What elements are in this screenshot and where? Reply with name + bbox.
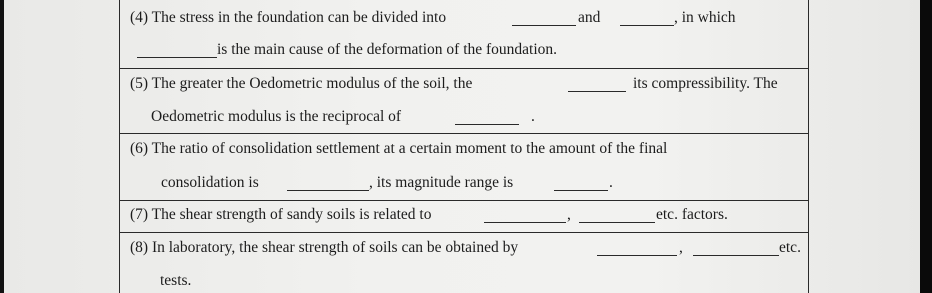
q7-comma: , [567, 206, 571, 223]
q7-blank-2[interactable] [579, 222, 655, 223]
q5-text-part2: its compressibility. The [633, 75, 778, 92]
q8-blank-2[interactable] [693, 255, 779, 256]
q4-in-which: , in which [674, 9, 736, 26]
row-divider-1 [119, 68, 809, 69]
q8-text-line2: tests. [160, 272, 192, 289]
q4-blank-2[interactable] [620, 25, 674, 26]
q4-and: and [578, 9, 601, 26]
q6-period: . [609, 174, 613, 191]
q8-text-part2: etc. [779, 239, 801, 256]
q6-blank-2[interactable] [554, 190, 608, 191]
q7-blank-1[interactable] [484, 222, 566, 223]
q5-text-part1: (5) The greater the Oedometric modulus of the soil, the [130, 75, 473, 92]
q5-text-line2: Oedometric modulus is the reciprocal of [151, 108, 402, 125]
q5-blank-1[interactable] [568, 91, 626, 92]
q4-blank-3[interactable] [137, 57, 217, 58]
q7-text-part1: (7) The shear strength of sandy soils is related to [130, 206, 432, 223]
q5-period: . [531, 108, 535, 125]
q4-text-line2: is the main cause of the deformation of the foundation. [217, 41, 558, 58]
q6-text-line1: (6) The ratio of consolidation settlement at a certain moment to the amount of the final [130, 140, 668, 157]
q5-blank-2[interactable] [455, 124, 519, 125]
right-edge [920, 0, 932, 293]
q8-blank-1[interactable] [597, 255, 677, 256]
row-divider-3 [119, 200, 809, 201]
q7-text-part2: etc. factors. [656, 206, 728, 223]
q8-text-part1: (8) In laboratory, the shear strength of soils can be obtained by [130, 239, 519, 256]
q8-comma: , [679, 239, 683, 256]
row-divider-2 [119, 133, 809, 134]
row-divider-4 [119, 232, 809, 233]
q4-blank-1[interactable] [512, 25, 576, 26]
q6-blank-1[interactable] [287, 190, 369, 191]
q4-text-part1: (4) The stress in the foundation can be divided into [130, 9, 447, 26]
q6-text-line2b: , its magnitude range is [369, 174, 514, 191]
q6-text-line2a: consolidation is [161, 174, 259, 191]
